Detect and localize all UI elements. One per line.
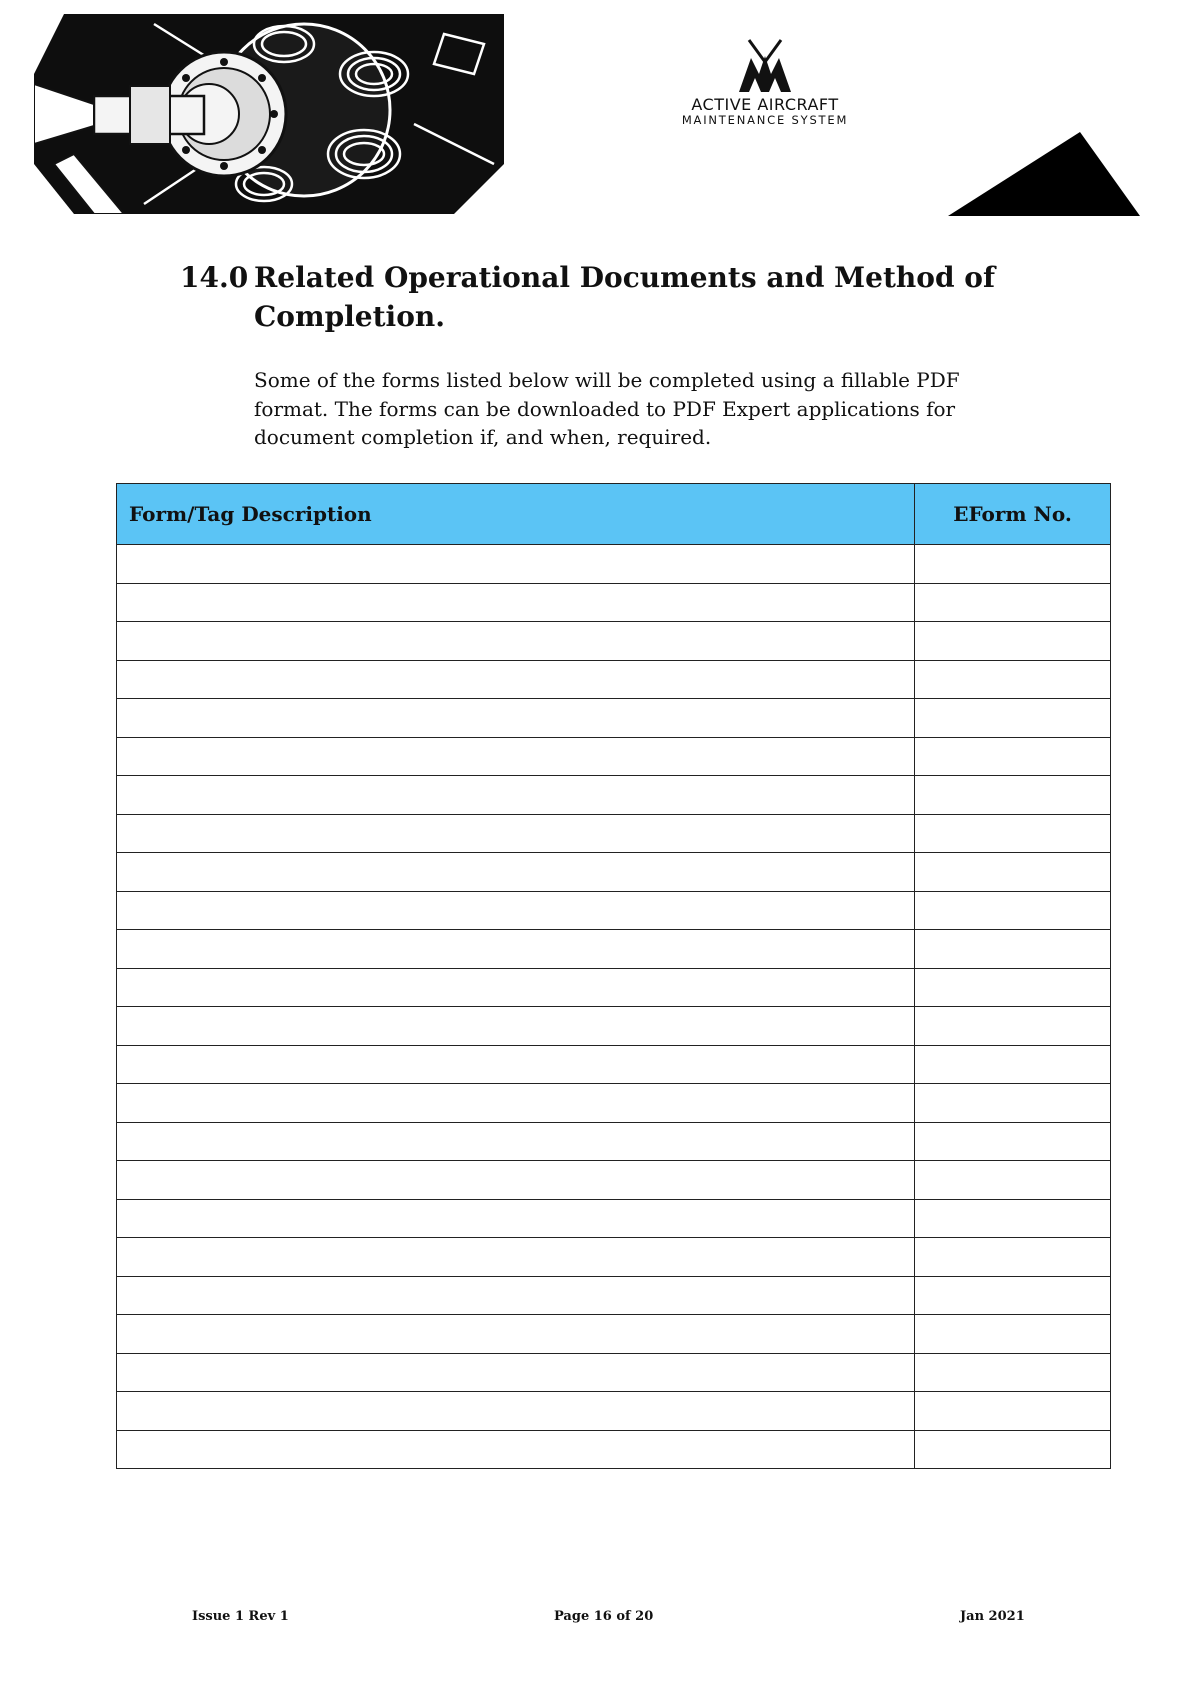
form-description-cell[interactable] (117, 1007, 915, 1046)
form-description-cell[interactable] (117, 853, 915, 892)
eform-number-cell[interactable] (915, 737, 1111, 776)
table-row (117, 1353, 1111, 1392)
form-description-cell[interactable] (117, 699, 915, 738)
radial-engine-illustration (34, 14, 510, 214)
form-description-cell[interactable] (117, 1353, 915, 1392)
footer-issue: Issue 1 Rev 1 (192, 1609, 289, 1624)
eform-number-cell[interactable] (915, 660, 1111, 699)
form-description-cell[interactable] (117, 1430, 915, 1469)
intro-paragraph: Some of the forms listed below will be completed using a fillable PDF format. The forms can be downloaded to PDF Expert applications for document completion if, and when, required. (254, 368, 960, 449)
eform-number-cell[interactable] (915, 853, 1111, 892)
forms-table (116, 483, 1111, 1469)
eform-number-cell[interactable] (915, 968, 1111, 1007)
form-description-cell[interactable] (117, 660, 915, 699)
table-row (117, 699, 1111, 738)
form-description-cell[interactable] (117, 1161, 915, 1200)
form-description-cell[interactable] (117, 930, 915, 969)
eform-number-cell[interactable] (915, 1238, 1111, 1277)
column-header-eform-no: EForm No. (915, 484, 1111, 545)
form-description-cell[interactable] (117, 1238, 915, 1277)
table-row (117, 891, 1111, 930)
company-logo (672, 38, 858, 130)
eform-number-cell[interactable] (915, 1122, 1111, 1161)
table-row (117, 1045, 1111, 1084)
table-row (117, 968, 1111, 1007)
eform-number-cell[interactable] (915, 814, 1111, 853)
form-description-cell[interactable] (117, 1392, 915, 1431)
table-body (117, 545, 1111, 1469)
footer-page-number: Page 16 of 20 (554, 1609, 654, 1624)
table-row (117, 1430, 1111, 1469)
form-description-cell[interactable] (117, 545, 915, 584)
eform-number-cell[interactable] (915, 622, 1111, 661)
eform-number-cell[interactable] (915, 1392, 1111, 1431)
table-row (117, 1276, 1111, 1315)
table-row (117, 1007, 1111, 1046)
form-description-cell[interactable] (117, 1199, 915, 1238)
form-description-cell[interactable] (117, 1315, 915, 1354)
table-row (117, 1199, 1111, 1238)
table-row (117, 622, 1111, 661)
eform-number-cell[interactable] (915, 1199, 1111, 1238)
table-row (117, 1392, 1111, 1431)
table-row (117, 1084, 1111, 1123)
eform-number-cell[interactable] (915, 1045, 1111, 1084)
table-row (117, 545, 1111, 584)
column-header-description: Form/Tag Description (117, 484, 915, 545)
table-row (117, 776, 1111, 815)
form-description-cell[interactable] (117, 814, 915, 853)
section-number: 14.0 (180, 261, 249, 294)
corner-triangle-decoration (948, 132, 1140, 216)
table-row (117, 737, 1111, 776)
table-row (117, 814, 1111, 853)
table-row (117, 930, 1111, 969)
form-description-cell[interactable] (117, 1045, 915, 1084)
table-row (117, 1161, 1111, 1200)
eform-number-cell[interactable] (915, 1161, 1111, 1200)
form-description-cell[interactable] (117, 776, 915, 815)
logo-subtitle: MAINTENANCE SYSTEM (681, 113, 849, 127)
logo-mark-icon (735, 38, 795, 94)
footer-date: Jan 2021 (960, 1609, 1025, 1624)
table-row (117, 1238, 1111, 1277)
form-description-cell[interactable] (117, 891, 915, 930)
eform-number-cell[interactable] (915, 1315, 1111, 1354)
table-row (117, 1315, 1111, 1354)
eform-number-cell[interactable] (915, 1276, 1111, 1315)
form-description-cell[interactable] (117, 737, 915, 776)
eform-number-cell[interactable] (915, 583, 1111, 622)
form-description-cell[interactable] (117, 1084, 915, 1123)
table-row (117, 853, 1111, 892)
table-row (117, 1122, 1111, 1161)
table-header-row (117, 484, 1111, 545)
eform-number-cell[interactable] (915, 1430, 1111, 1469)
eform-number-cell[interactable] (915, 776, 1111, 815)
table-row (117, 660, 1111, 699)
section-title: Related Operational Documents and Method of Completion. (254, 261, 996, 333)
table-row (117, 583, 1111, 622)
form-description-cell[interactable] (117, 583, 915, 622)
eform-number-cell[interactable] (915, 545, 1111, 584)
form-description-cell[interactable] (117, 1122, 915, 1161)
eform-number-cell[interactable] (915, 930, 1111, 969)
logo-name: ACTIVE AIRCRAFT (691, 95, 839, 114)
form-description-cell[interactable] (117, 968, 915, 1007)
eform-number-cell[interactable] (915, 1084, 1111, 1123)
eform-number-cell[interactable] (915, 1007, 1111, 1046)
section-heading (180, 258, 1060, 336)
eform-number-cell[interactable] (915, 699, 1111, 738)
form-description-cell[interactable] (117, 1276, 915, 1315)
form-description-cell[interactable] (117, 622, 915, 661)
eform-number-cell[interactable] (915, 891, 1111, 930)
eform-number-cell[interactable] (915, 1353, 1111, 1392)
